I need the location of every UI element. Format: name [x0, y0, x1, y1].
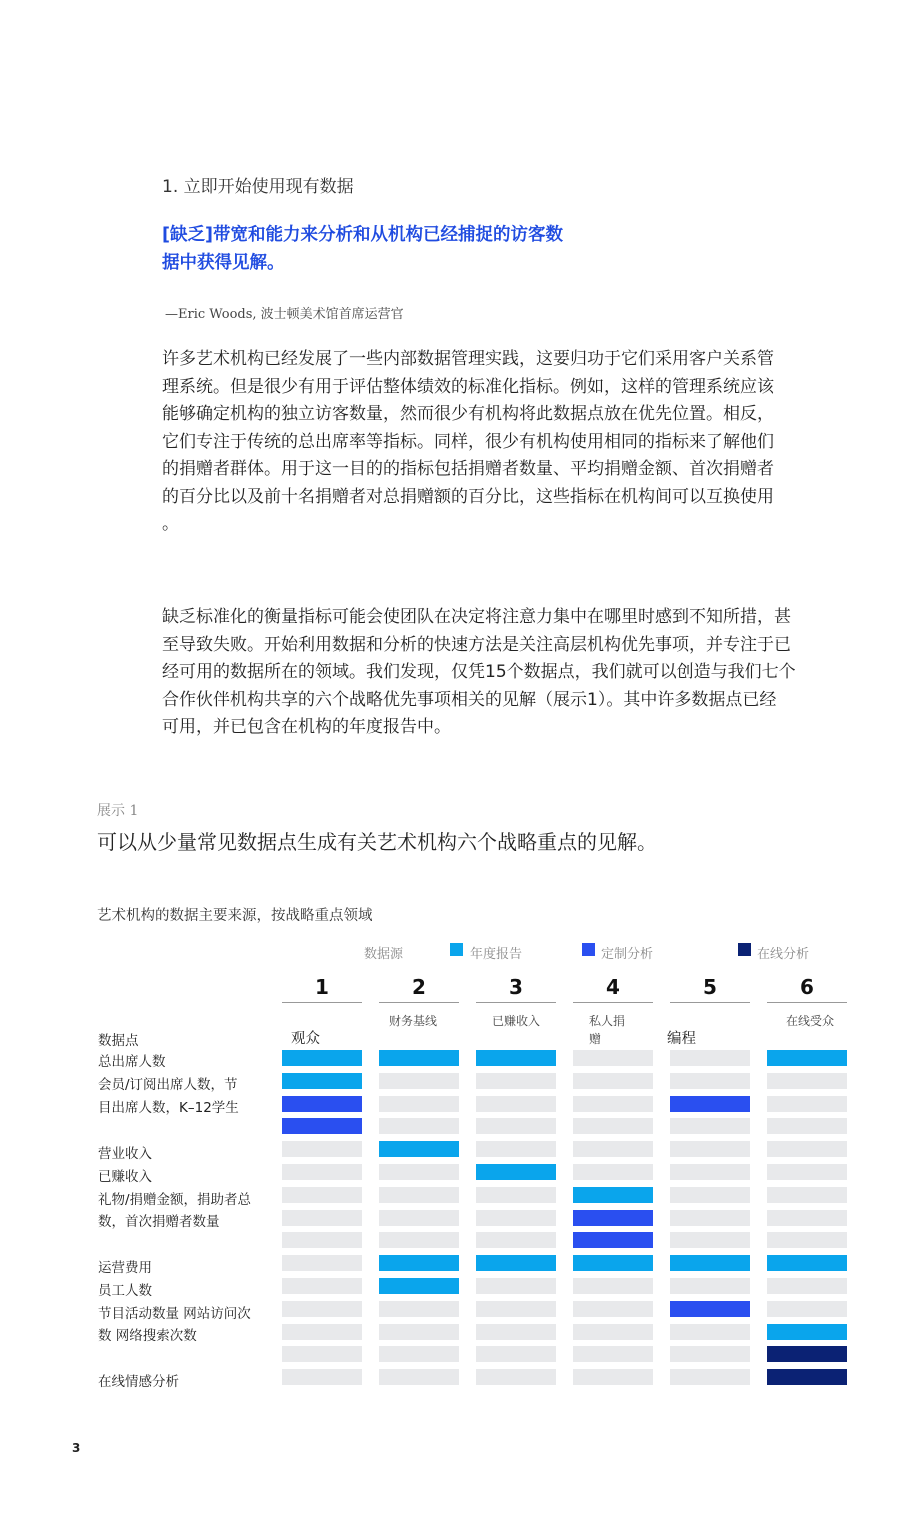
legend-label-online: 在线分析 [757, 947, 810, 962]
cell-empty [379, 1187, 459, 1203]
cell-empty [573, 1164, 653, 1180]
cell-empty [670, 1324, 750, 1340]
cell-empty [767, 1141, 847, 1157]
column-number: 6 [800, 975, 814, 999]
row-label: 目出席人数，K–12学生 [98, 1100, 239, 1116]
column-number: 4 [606, 975, 620, 999]
column-name: 观众 [291, 1031, 320, 1047]
cell-empty [282, 1369, 362, 1385]
column-number: 5 [703, 975, 717, 999]
cell-annual [573, 1255, 653, 1271]
cell-empty [379, 1118, 459, 1134]
cell-annual [282, 1073, 362, 1089]
legend-header: 数据源 [364, 947, 404, 962]
cell-annual [767, 1050, 847, 1066]
cell-annual [767, 1255, 847, 1271]
cell-annual [767, 1324, 847, 1340]
paragraph-line: 。 [162, 514, 179, 534]
cell-empty [379, 1164, 459, 1180]
cell-empty [573, 1346, 653, 1362]
cell-empty [767, 1210, 847, 1226]
cell-empty [476, 1324, 556, 1340]
cell-empty [282, 1232, 362, 1248]
cell-empty [670, 1232, 750, 1248]
legend-swatch-custom [582, 943, 595, 956]
cell-empty [476, 1210, 556, 1226]
cell-empty [670, 1141, 750, 1157]
cell-empty [573, 1141, 653, 1157]
cell-empty [670, 1346, 750, 1362]
cell-empty [767, 1096, 847, 1112]
cell-empty [767, 1164, 847, 1180]
cell-empty [379, 1324, 459, 1340]
cell-empty [282, 1210, 362, 1226]
cell-custom [282, 1096, 362, 1112]
cell-custom [670, 1096, 750, 1112]
cell-empty [282, 1301, 362, 1317]
pull-quote [162, 221, 602, 277]
cell-empty [670, 1369, 750, 1385]
cell-empty [379, 1369, 459, 1385]
body-paragraph-1 [162, 346, 852, 539]
cell-empty [670, 1050, 750, 1066]
cell-empty [282, 1141, 362, 1157]
quote-line: 据中获得见解。 [162, 253, 285, 273]
section-title: 1. 立即开始使用现有数据 [162, 177, 354, 197]
cell-empty [573, 1073, 653, 1089]
row-label: 数，首次捐赠者数量 [98, 1214, 220, 1230]
cell-empty [670, 1073, 750, 1089]
cell-empty [476, 1278, 556, 1294]
paragraph-line: 能够确定机构的独立访客数量，然而很少有机构将此数据点放在优先位置。相反， [162, 404, 774, 424]
cell-custom [573, 1232, 653, 1248]
cell-annual [282, 1050, 362, 1066]
row-label: 节目活动数量 网站访问次 [98, 1306, 251, 1322]
quote-line: [缺乏]带宽和能力来分析和从机构已经捕捉的访客数 [162, 225, 563, 245]
exhibit-label: 展示 1 [97, 803, 139, 819]
row-label: 员工人数 [98, 1283, 152, 1299]
cell-empty [670, 1118, 750, 1134]
row-label: 运营费用 [98, 1260, 152, 1276]
cell-empty [379, 1301, 459, 1317]
column-name: 已赚收入 [492, 1014, 541, 1028]
cell-custom [573, 1210, 653, 1226]
cell-annual [476, 1050, 556, 1066]
cell-empty [476, 1346, 556, 1362]
column-number: 1 [315, 975, 329, 999]
row-label: 数 网络搜索次数 [98, 1328, 197, 1344]
cell-empty [476, 1118, 556, 1134]
cell-empty [476, 1301, 556, 1317]
cell-annual [670, 1255, 750, 1271]
row-label: 营业收入 [98, 1146, 152, 1162]
cell-empty [670, 1210, 750, 1226]
column-name: 财务基线 [389, 1014, 438, 1028]
cell-online [767, 1369, 847, 1385]
cell-empty [573, 1050, 653, 1066]
cell-annual [379, 1141, 459, 1157]
paragraph-line: 可用，并已包含在机构的年度报告中。 [162, 717, 451, 737]
cell-empty [573, 1324, 653, 1340]
column-name: 编程 [667, 1031, 696, 1047]
quote-attribution: —Eric Woods, 波士顿美术馆首席运营官 [165, 307, 404, 322]
paragraph-line: 的百分比以及前十名捐赠者对总捐赠额的百分比，这些指标在机构间可以互换使用 [162, 486, 774, 507]
cell-empty [282, 1255, 362, 1271]
cell-empty [282, 1324, 362, 1340]
cell-empty [476, 1369, 556, 1385]
column-number: 3 [509, 975, 523, 999]
cell-empty [282, 1187, 362, 1203]
column-rule [670, 1002, 750, 1003]
cell-empty [767, 1187, 847, 1203]
cell-empty [282, 1278, 362, 1294]
paragraph-line: 理系统。但是很少有用于评估整体绩效的标准化指标。例如，这样的管理系统应该 [162, 376, 774, 397]
cell-empty [282, 1164, 362, 1180]
cell-empty [379, 1210, 459, 1226]
column-rule [282, 1002, 362, 1003]
cell-empty [379, 1073, 459, 1089]
cell-annual [573, 1187, 653, 1203]
cell-empty [573, 1096, 653, 1112]
column-number: 2 [412, 975, 426, 999]
cell-empty [767, 1073, 847, 1089]
row-label: 在线情感分析 [98, 1374, 179, 1390]
cell-empty [573, 1278, 653, 1294]
cell-empty [670, 1278, 750, 1294]
cell-annual [379, 1278, 459, 1294]
cell-custom [282, 1118, 362, 1134]
cell-custom [670, 1301, 750, 1317]
row-label: 已赚收入 [98, 1169, 152, 1185]
cell-empty [767, 1278, 847, 1294]
cell-empty [476, 1141, 556, 1157]
cell-empty [573, 1118, 653, 1134]
column-rule [573, 1002, 653, 1003]
legend-label-custom: 定制分析 [601, 947, 654, 962]
paragraph-line: 它们专注于传统的总出席率等指标。同样，很少有机构使用相同的指标来了解他们 [162, 431, 774, 452]
paragraph-line: 的捐赠者群体。用于这一目的的指标包括捐赠者数量、平均捐赠金额、首次捐赠者 [162, 459, 774, 479]
cell-annual [476, 1164, 556, 1180]
cell-empty [767, 1118, 847, 1134]
paragraph-line: 至导致失败。开始利用数据和分析的快速方法是关注高层机构优先事项，并专注于已 [162, 634, 791, 655]
row-label: 会员/订阅出席人数，节 [98, 1077, 238, 1093]
cell-empty [379, 1232, 459, 1248]
cell-empty [379, 1096, 459, 1112]
page-number: 3 [72, 1441, 81, 1455]
body-paragraph-2 [162, 604, 852, 742]
chart-subtitle: 艺术机构的数据主要来源，按战略重点领域 [97, 908, 373, 924]
paragraph-line: 经可用的数据所在的领域。我们发现，仅凭15个数据点，我们就可以创造与我们七个 [162, 662, 796, 682]
exhibit-title: 可以从少量常见数据点生成有关艺术机构六个战略重点的见解。 [97, 830, 657, 854]
cell-annual [379, 1050, 459, 1066]
row-header: 数据点 [98, 1033, 139, 1049]
cell-empty [476, 1187, 556, 1203]
cell-annual [379, 1255, 459, 1271]
column-rule [767, 1002, 847, 1003]
cell-empty [670, 1164, 750, 1180]
row-label: 总出席人数 [98, 1054, 166, 1070]
legend-label-annual: 年度报告 [470, 947, 523, 962]
paragraph-line: 缺乏标准化的衡量指标可能会使团队在决定将注意力集中在哪里时感到不知所措，甚 [162, 607, 791, 627]
cell-empty [282, 1346, 362, 1362]
cell-empty [476, 1232, 556, 1248]
cell-empty [767, 1232, 847, 1248]
cell-empty [379, 1346, 459, 1362]
cell-empty [670, 1187, 750, 1203]
cell-empty [767, 1301, 847, 1317]
row-label: 礼物/捐赠金额，捐助者总 [98, 1192, 252, 1208]
column-rule [476, 1002, 556, 1003]
legend-swatch-online [738, 943, 751, 956]
column-rule [379, 1002, 459, 1003]
paragraph-line: 合作伙伴机构共享的六个战略优先事项相关的见解（展示1）。其中许多数据点已经 [162, 689, 777, 710]
paragraph-line: 许多艺术机构已经发展了一些内部数据管理实践，这要归功于它们采用客户关系管 [162, 349, 774, 369]
cell-online [767, 1346, 847, 1362]
cell-annual [476, 1255, 556, 1271]
cell-empty [573, 1301, 653, 1317]
legend-swatch-annual [450, 943, 463, 956]
column-name: 私人捐赠 [589, 1014, 626, 1046]
column-name: 在线受众 [786, 1014, 835, 1028]
cell-empty [476, 1096, 556, 1112]
cell-empty [573, 1369, 653, 1385]
cell-empty [476, 1073, 556, 1089]
